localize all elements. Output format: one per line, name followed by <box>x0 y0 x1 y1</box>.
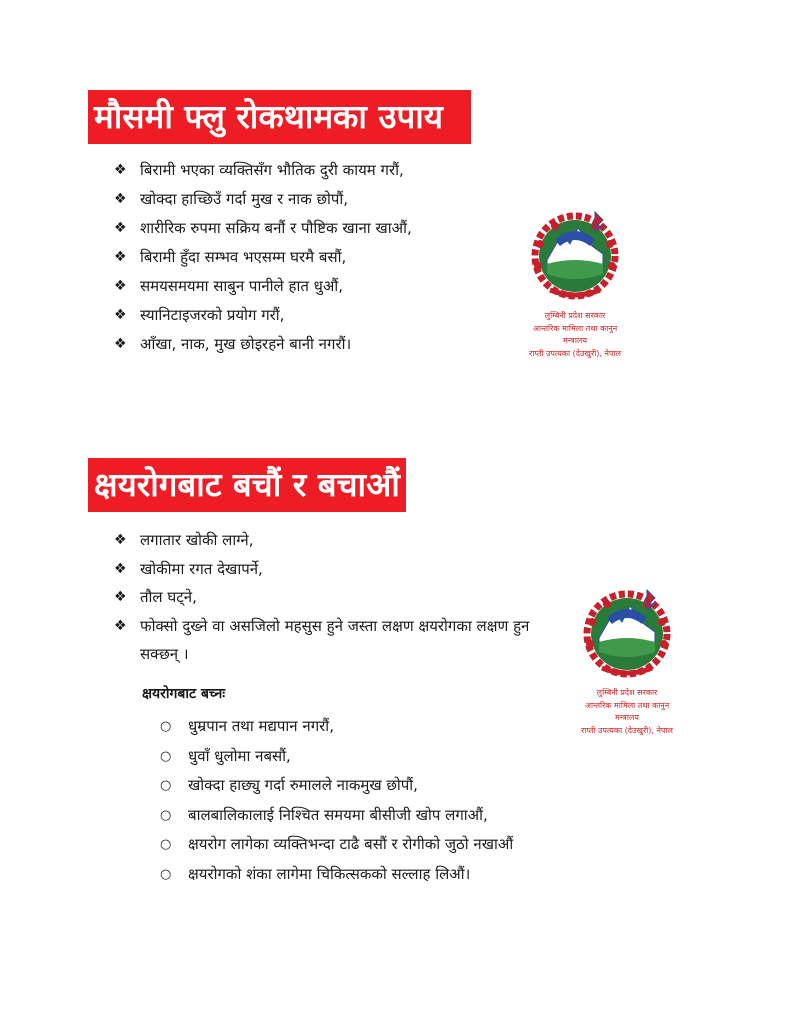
list-item: ○ खोक्दा हाछ्यु गर्दा रुमालले नाकमुख छोपौं, <box>160 771 513 801</box>
list-item: ❖ फोक्सो दुख्ने वा असजिलो महसुस हुने जस्ता लक्षण क्षयरोगका लक्षण हुन सक्छन् । <box>114 612 560 668</box>
tb-prevention-subheading: क्षयरोगबाट बच्नः <box>142 686 226 702</box>
diamond-bullet-icon: ❖ <box>114 617 127 634</box>
emblem-caption: लुम्बिनी प्रदेश सरकार आन्तरिक मामिला तथा कानुन मन्त्रालय राप्ती उपत्यका (देउखुरी), नेपाल <box>581 688 673 735</box>
circle-bullet-icon: ○ <box>160 866 172 882</box>
circle-bullet-icon: ○ <box>160 807 172 823</box>
flu-prevention-list <box>114 156 412 359</box>
list-item: ○ बालबालिकालाई निश्चित समयमा बीसीजी खोप लगाऔं, <box>160 801 513 831</box>
list-item: ❖ बिरामी हुँदा सम्भव भएसम्म घरमै बसौं, <box>114 243 412 272</box>
diamond-bullet-icon: ❖ <box>114 307 127 323</box>
diamond-bullet-icon: ❖ <box>114 560 127 577</box>
diamond-bullet-icon: ❖ <box>114 191 127 207</box>
diamond-bullet-icon: ❖ <box>114 532 127 548</box>
list-item: ❖ शारीरिक रुपमा सक्रिय बनौं र पौष्टिक खाना खाऔं, <box>114 214 412 243</box>
diamond-bullet-icon: ❖ <box>114 220 127 236</box>
list-item: ○ क्षयरोग लागेका व्यक्तिभन्दा टाढै बसौं र रोगीको जुठो नखाऔं <box>160 830 513 860</box>
diamond-bullet-icon: ❖ <box>114 249 127 265</box>
list-item: ❖ खोक्दा हाच्छिउँ गर्दा मुख र नाक छोपौं, <box>114 185 412 214</box>
list-item: ❖ स्यानिटाइजरको प्रयोग गरौं, <box>114 301 412 330</box>
nepal-government-emblem-icon <box>510 204 640 302</box>
list-item: ❖ तौल घट्ने, <box>114 583 560 612</box>
diamond-bullet-icon: ❖ <box>114 589 127 605</box>
circle-bullet-icon: ○ <box>160 778 172 793</box>
list-item: ○ धुवाँ धुलोमा नबसौं, <box>160 742 513 772</box>
diamond-bullet-icon: ❖ <box>114 336 127 352</box>
emblem-caption: लुम्बिनी प्रदेश सरकार आन्तरिक मामिला तथा कानुन मन्त्रालय राप्ती उपत्यका (देउखुरी), नेपाल <box>529 311 621 358</box>
list-item: ○ धुम्रपान तथा मद्यपान नगरौं, <box>160 712 513 742</box>
tb-prevention-list <box>160 712 513 889</box>
list-item: ❖ लगातार खोकी लाग्ने, <box>114 526 560 555</box>
list-item: ❖ आँखा, नाक, मुख छोइरहने बानी नगरौं। <box>114 330 412 359</box>
list-item: ○ क्षयरोगको शंका लागेमा चिकित्सकको सल्लाह लिऔं। <box>160 860 513 890</box>
list-item: ❖ समयसमयमा साबुन पानीले हात धुऔं, <box>114 272 412 301</box>
tb-prevention-title: क्षयरोगबाट बचौं र बचाऔं <box>88 458 406 512</box>
circle-bullet-icon: ○ <box>160 837 172 852</box>
tb-symptoms-list <box>114 526 560 668</box>
diamond-bullet-icon: ❖ <box>114 162 127 178</box>
list-item: ❖ बिरामी भएका व्यक्तिसँग भौतिक दुरी कायम गरौं, <box>114 156 412 185</box>
diamond-bullet-icon: ❖ <box>114 278 127 294</box>
circle-bullet-icon: ○ <box>160 719 172 734</box>
flu-prevention-title: मौसमी फ्लु रोकथामका उपाय <box>88 90 471 144</box>
circle-bullet-icon: ○ <box>160 748 172 764</box>
list-item: ❖ खोकीमा रगत देखापर्ने, <box>114 555 560 584</box>
nepal-government-emblem-icon <box>562 582 692 680</box>
